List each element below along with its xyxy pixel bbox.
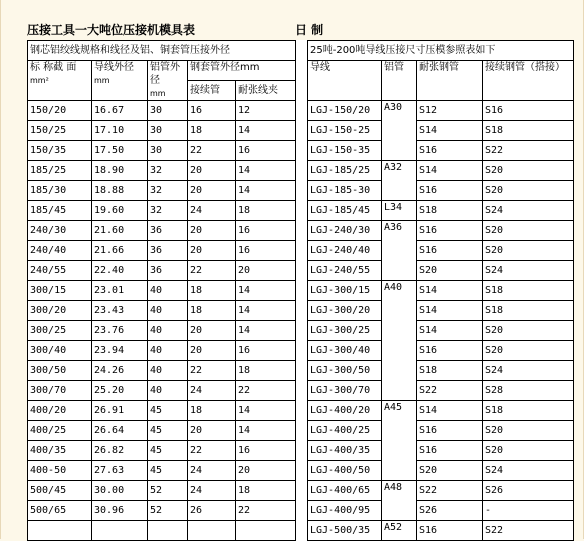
- cell-section: 300/15: [28, 281, 92, 301]
- cell-joint-steel: S20: [483, 221, 574, 241]
- cell-tension-steel: S18: [417, 361, 483, 381]
- cell-outer-dia: 16.67: [92, 101, 148, 121]
- left-section-heading: 钢芯铝绞线规格和线径及铝、铜套管压接外径: [28, 41, 296, 61]
- cell-outer-dia: 25.20: [92, 381, 148, 401]
- cell-outer-dia: 24.26: [92, 361, 148, 381]
- cell-joint: 22: [188, 361, 236, 381]
- cell-joint-steel: S24: [483, 461, 574, 481]
- cell-outer-dia: 22.40: [92, 261, 148, 281]
- table-row: [28, 401, 574, 421]
- gap-cell: [296, 421, 308, 441]
- cell-tension-steel: S20: [417, 461, 483, 481]
- cell-al-tube: 32: [148, 181, 188, 201]
- col-header-outer-dia-unit: mm: [94, 76, 110, 85]
- cell-conductor: LGJ-400/95: [308, 501, 382, 521]
- table-row: [28, 301, 574, 321]
- cell-al-tube: 32: [148, 161, 188, 181]
- cell-joint-steel: S20: [483, 241, 574, 261]
- cell-joint-steel: S20: [483, 341, 574, 361]
- cell-tension-steel: S14: [417, 121, 483, 141]
- cell-clamp: 14: [236, 181, 296, 201]
- cell-joint: 18: [188, 401, 236, 421]
- col-header-joint-steel: 接续钢管（搭接）: [483, 61, 574, 101]
- cell-conductor: LGJ-400/20: [308, 401, 382, 421]
- cell-outer-dia: 26.64: [92, 421, 148, 441]
- col-header-joint: 接续管: [188, 81, 236, 101]
- cell-clamp: 12: [236, 101, 296, 121]
- cell-joint-steel: S26: [483, 481, 574, 501]
- cell-tension-steel: S18: [417, 201, 483, 221]
- cell-conductor: LGJ-240/55: [308, 261, 382, 281]
- cell-al-tube: 40: [148, 321, 188, 341]
- cell-conductor: LGJ-300/50: [308, 361, 382, 381]
- cell-clamp: 14: [236, 301, 296, 321]
- gap-cell: [296, 261, 308, 281]
- cell-outer-dia: [92, 521, 148, 541]
- cell-tension-steel: S22: [417, 481, 483, 501]
- cell-clamp: 16: [236, 221, 296, 241]
- gap-cell: [296, 441, 308, 461]
- cell-tension-steel: S16: [417, 341, 483, 361]
- cell-joint: 26: [188, 501, 236, 521]
- cell-joint-steel: S24: [483, 361, 574, 381]
- cell-conductor: LGJ-300/70: [308, 381, 382, 401]
- page-title: 压接工具一大吨位压接机模具表: [27, 23, 196, 37]
- table-row: [28, 181, 574, 201]
- cell-al-group: A36: [382, 221, 417, 281]
- cell-tension-steel: S16: [417, 221, 483, 241]
- cell-conductor: LGJ-185-30: [308, 181, 382, 201]
- cell-outer-dia: 26.82: [92, 441, 148, 461]
- cell-conductor: LGJ-400/25: [308, 421, 382, 441]
- col-header-steel-tube: 钢套管外径mm: [188, 61, 296, 81]
- col-header-section: [28, 61, 92, 101]
- cell-tension-steel: S14: [417, 161, 483, 181]
- cell-outer-dia: 23.94: [92, 341, 148, 361]
- cell-outer-dia: 23.43: [92, 301, 148, 321]
- cell-joint-steel: S16: [483, 101, 574, 121]
- cell-joint-steel: S18: [483, 401, 574, 421]
- cell-joint: 22: [188, 261, 236, 281]
- cell-clamp: 18: [236, 361, 296, 381]
- table-row: [28, 281, 574, 301]
- cell-clamp: 14: [236, 161, 296, 181]
- cell-outer-dia: 23.01: [92, 281, 148, 301]
- die-table: [27, 40, 574, 541]
- col-header-al-tube: [148, 61, 188, 101]
- cell-joint-steel: S28: [483, 381, 574, 401]
- cell-outer-dia: 17.50: [92, 141, 148, 161]
- col-header-section-label: 标 称截 面: [30, 62, 77, 73]
- table-row: [28, 121, 574, 141]
- cell-al-tube: 36: [148, 221, 188, 241]
- gap-cell: [296, 301, 308, 321]
- cell-clamp: [236, 521, 296, 541]
- cell-section: 300/70: [28, 381, 92, 401]
- cell-tension-steel: S16: [417, 521, 483, 541]
- cell-section: 400-50: [28, 461, 92, 481]
- cell-clamp: 14: [236, 401, 296, 421]
- cell-outer-dia: 30.96: [92, 501, 148, 521]
- cell-joint: 20: [188, 421, 236, 441]
- column-header-row: [28, 61, 574, 81]
- cell-tension-steel: S22: [417, 381, 483, 401]
- col-header-section-unit: mm²: [30, 76, 49, 85]
- cell-al-tube: 52: [148, 501, 188, 521]
- gap-cell: [296, 221, 308, 241]
- cell-section: 240/40: [28, 241, 92, 261]
- cell-clamp: 16: [236, 141, 296, 161]
- table-row: [28, 501, 574, 521]
- cell-outer-dia: 21.60: [92, 221, 148, 241]
- cell-conductor: LGJ-400/35: [308, 441, 382, 461]
- col-header-outer-dia: [92, 61, 148, 101]
- cell-joint: 22: [188, 441, 236, 461]
- cell-clamp: 14: [236, 321, 296, 341]
- cell-tension-steel: S14: [417, 301, 483, 321]
- cell-al-group: A30: [382, 101, 417, 161]
- cell-clamp: 20: [236, 461, 296, 481]
- table-row: [28, 221, 574, 241]
- cell-outer-dia: 21.66: [92, 241, 148, 261]
- cell-clamp: 20: [236, 261, 296, 281]
- cell-section: 500/65: [28, 501, 92, 521]
- cell-clamp: 14: [236, 121, 296, 141]
- cell-section: 150/20: [28, 101, 92, 121]
- cell-outer-dia: 19.60: [92, 201, 148, 221]
- cell-tension-steel: S16: [417, 181, 483, 201]
- gap-cell: [296, 101, 308, 121]
- cell-joint-steel: S20: [483, 441, 574, 461]
- cell-al-tube: 30: [148, 141, 188, 161]
- cell-al-tube: 45: [148, 441, 188, 461]
- cell-clamp: 22: [236, 381, 296, 401]
- cell-joint-steel: S18: [483, 121, 574, 141]
- cell-al-tube: 32: [148, 201, 188, 221]
- cell-outer-dia: 27.63: [92, 461, 148, 481]
- cell-conductor: LGJ-185/45: [308, 201, 382, 221]
- table-row: [28, 361, 574, 381]
- cell-al-group: A32: [382, 161, 417, 201]
- title-row: [27, 20, 573, 40]
- cell-al-group: A48: [382, 481, 417, 521]
- gap-cell: [296, 241, 308, 261]
- gap-cell: [296, 281, 308, 301]
- cell-section: 300/20: [28, 301, 92, 321]
- cell-tension-steel: S26: [417, 501, 483, 521]
- table-row: [28, 101, 574, 121]
- gap-cell: [296, 41, 308, 61]
- gap-cell: [296, 481, 308, 501]
- cell-conductor: LGJ-240/40: [308, 241, 382, 261]
- cell-joint: 18: [188, 281, 236, 301]
- cell-conductor: LGJ-500/35: [308, 521, 382, 541]
- cell-tension-steel: S16: [417, 241, 483, 261]
- cell-al-tube: 45: [148, 401, 188, 421]
- cell-conductor: LGJ-300/40: [308, 341, 382, 361]
- cell-conductor: LGJ-400/65: [308, 481, 382, 501]
- cell-clamp: 14: [236, 421, 296, 441]
- cell-tension-steel: S16: [417, 141, 483, 161]
- cell-clamp: 18: [236, 481, 296, 501]
- cell-conductor: LGJ-300/25: [308, 321, 382, 341]
- cell-conductor: LGJ-300/20: [308, 301, 382, 321]
- cell-clamp: 22: [236, 501, 296, 521]
- table-row: [28, 421, 574, 441]
- cell-tension-steel: S16: [417, 421, 483, 441]
- table-row: [28, 481, 574, 501]
- cell-joint-steel: S24: [483, 201, 574, 221]
- col-header-al-tube-label: 铝管外径: [150, 62, 180, 86]
- gap-cell: [296, 361, 308, 381]
- cell-section: 185/45: [28, 201, 92, 221]
- cell-section: 400/25: [28, 421, 92, 441]
- gap-cell: [296, 61, 308, 101]
- cell-clamp: 16: [236, 441, 296, 461]
- cell-section: 400/20: [28, 401, 92, 421]
- cell-joint-steel: S20: [483, 181, 574, 201]
- gap-cell: [296, 401, 308, 421]
- col-header-conductor: 导线: [308, 61, 382, 101]
- cell-clamp: 18: [236, 201, 296, 221]
- cell-tension-steel: S12: [417, 101, 483, 121]
- gap-cell: [296, 321, 308, 341]
- table-row: [28, 441, 574, 461]
- cell-al-group: L34: [382, 201, 417, 221]
- cell-tension-steel: S16: [417, 441, 483, 461]
- cell-conductor: LGJ-150-35: [308, 141, 382, 161]
- cell-conductor: LGJ-150-25: [308, 121, 382, 141]
- cell-joint: 20: [188, 181, 236, 201]
- cell-tension-steel: S14: [417, 401, 483, 421]
- cell-al-tube: 45: [148, 461, 188, 481]
- cell-joint: 20: [188, 241, 236, 261]
- table-row: [28, 521, 574, 541]
- cell-joint: 24: [188, 481, 236, 501]
- table-row: [28, 141, 574, 161]
- cell-tension-steel: S14: [417, 281, 483, 301]
- cell-outer-dia: 26.91: [92, 401, 148, 421]
- cell-al-group: A52: [382, 521, 417, 541]
- cell-section: 300/50: [28, 361, 92, 381]
- cell-al-tube: 40: [148, 381, 188, 401]
- cell-al-tube: 36: [148, 261, 188, 281]
- col-header-clamp: 耐张线夹: [236, 81, 296, 101]
- table-row: [28, 321, 574, 341]
- section-heading-row: [28, 41, 574, 61]
- date-label: 日 制: [295, 23, 324, 37]
- col-header-tension-steel: 耐张钢管: [417, 61, 483, 101]
- cell-section: 240/55: [28, 261, 92, 281]
- cell-section: 400/35: [28, 441, 92, 461]
- gap-cell: [296, 381, 308, 401]
- cell-section: [28, 521, 92, 541]
- cell-joint-steel: -: [483, 501, 574, 521]
- cell-joint: 24: [188, 381, 236, 401]
- cell-clamp: 16: [236, 341, 296, 361]
- cell-joint-steel: S22: [483, 521, 574, 541]
- cell-al-tube: 40: [148, 301, 188, 321]
- cell-al-tube: 36: [148, 241, 188, 261]
- cell-joint: 20: [188, 341, 236, 361]
- cell-joint-steel: S20: [483, 161, 574, 181]
- cell-section: 185/25: [28, 161, 92, 181]
- cell-joint-steel: S20: [483, 321, 574, 341]
- gap-cell: [296, 161, 308, 181]
- cell-joint: 18: [188, 301, 236, 321]
- cell-joint: 20: [188, 221, 236, 241]
- table-row: [28, 261, 574, 281]
- cell-joint-steel: S18: [483, 281, 574, 301]
- cell-al-tube: 40: [148, 281, 188, 301]
- cell-outer-dia: 30.00: [92, 481, 148, 501]
- cell-clamp: 16: [236, 241, 296, 261]
- table-row: [28, 341, 574, 361]
- cell-section: 300/25: [28, 321, 92, 341]
- cell-joint: 20: [188, 161, 236, 181]
- cell-section: 185/30: [28, 181, 92, 201]
- cell-tension-steel: S20: [417, 261, 483, 281]
- cell-conductor: LGJ-400/50: [308, 461, 382, 481]
- table-row: [28, 201, 574, 221]
- cell-section: 150/25: [28, 121, 92, 141]
- cell-al-tube: 30: [148, 121, 188, 141]
- cell-al-group: A45: [382, 401, 417, 481]
- cell-al-tube: 52: [148, 481, 188, 501]
- gap-cell: [296, 341, 308, 361]
- cell-outer-dia: 23.76: [92, 321, 148, 341]
- cell-section: 240/30: [28, 221, 92, 241]
- cell-section: 150/35: [28, 141, 92, 161]
- cell-joint: 20: [188, 321, 236, 341]
- cell-al-tube: 40: [148, 361, 188, 381]
- cell-al-group: A40: [382, 281, 417, 401]
- gap-cell: [296, 501, 308, 521]
- cell-conductor: LGJ-150/20: [308, 101, 382, 121]
- cell-tension-steel: S14: [417, 321, 483, 341]
- gap-cell: [296, 181, 308, 201]
- table-row: [28, 381, 574, 401]
- right-section-heading: 25吨-200吨导线压接尺寸压模参照表如下: [308, 41, 574, 61]
- cell-outer-dia: 18.90: [92, 161, 148, 181]
- col-header-outer-dia-label: 导线外径: [94, 62, 134, 73]
- cell-joint: 16: [188, 101, 236, 121]
- gap-cell: [296, 521, 308, 541]
- cell-outer-dia: 18.88: [92, 181, 148, 201]
- cell-joint-steel: S18: [483, 301, 574, 321]
- cell-joint-steel: S24: [483, 261, 574, 281]
- cell-conductor: LGJ-185/25: [308, 161, 382, 181]
- cell-conductor: LGJ-240/30: [308, 221, 382, 241]
- cell-joint-steel: S22: [483, 141, 574, 161]
- cell-joint: 18: [188, 121, 236, 141]
- gap-cell: [296, 141, 308, 161]
- cell-joint-steel: S20: [483, 421, 574, 441]
- cell-al-tube: 30: [148, 101, 188, 121]
- cell-al-tube: 45: [148, 421, 188, 441]
- cell-outer-dia: 17.10: [92, 121, 148, 141]
- col-header-al: 铝管: [382, 61, 417, 101]
- cell-conductor: LGJ-300/15: [308, 281, 382, 301]
- col-header-al-tube-unit: mm: [150, 89, 166, 98]
- cell-joint: [188, 521, 236, 541]
- gap-cell: [296, 461, 308, 481]
- cell-al-tube: [148, 521, 188, 541]
- cell-al-tube: 40: [148, 341, 188, 361]
- table-row: [28, 241, 574, 261]
- table-row: [28, 161, 574, 181]
- table-row: [28, 461, 574, 481]
- cell-clamp: 14: [236, 281, 296, 301]
- cell-section: 300/40: [28, 341, 92, 361]
- cell-joint: 24: [188, 461, 236, 481]
- cell-section: 500/45: [28, 481, 92, 501]
- cell-joint: 24: [188, 201, 236, 221]
- gap-cell: [296, 121, 308, 141]
- cell-joint: 22: [188, 141, 236, 161]
- gap-cell: [296, 201, 308, 221]
